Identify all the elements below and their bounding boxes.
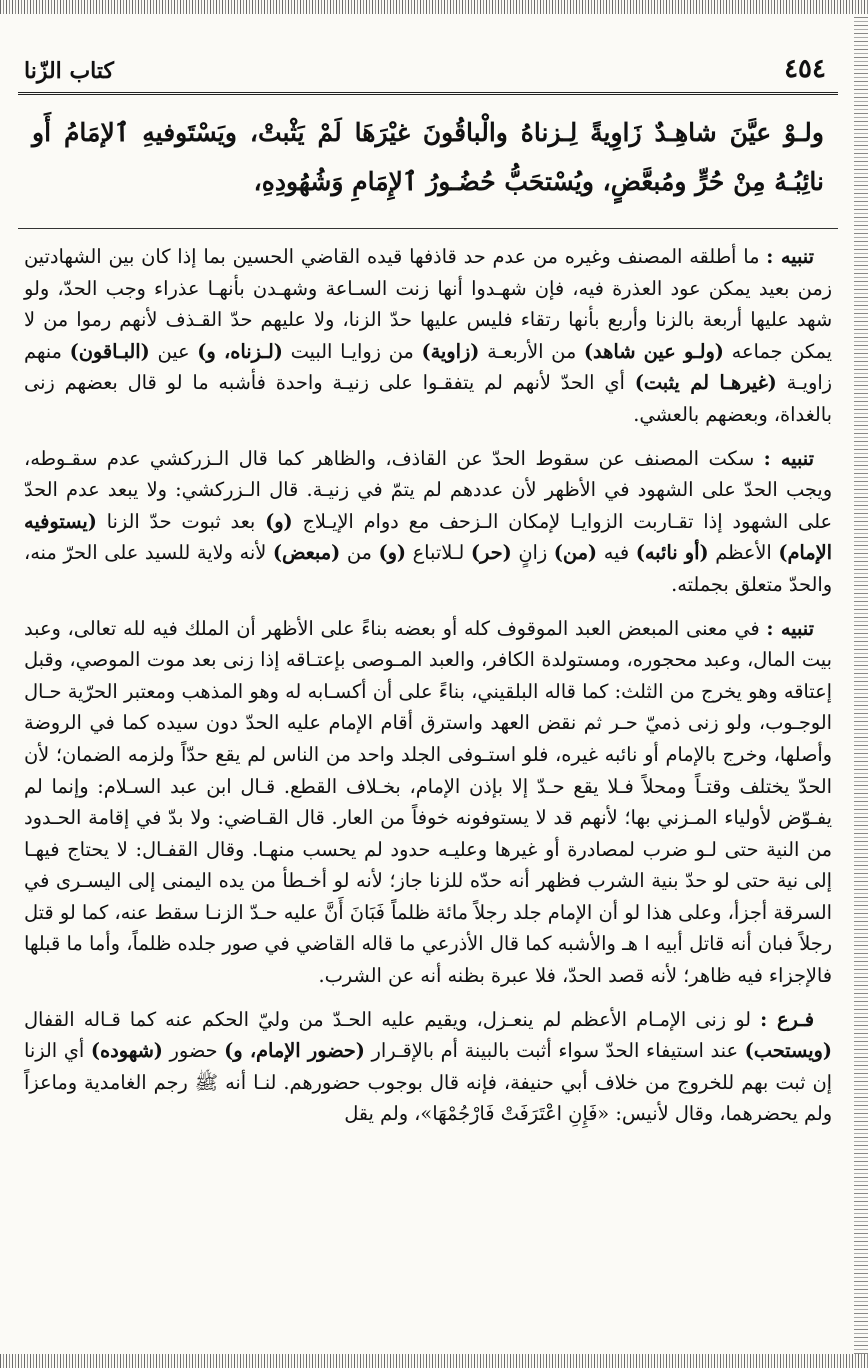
commentary-text: من زوايـا البيت: [282, 339, 422, 363]
commentary-paragraph: [24, 241, 832, 431]
page-number: ٤٥٤: [784, 54, 826, 84]
commentary-text: ما أطلقه المصنف وغيره من عدم حد قاذفها قيده القاضي الحسين بما إذا كان بين الشهادتين زمن بعيد يمكن عود العذرة فيه، فإن شهـدوا أنها زنت السـاعة وشهـدن بأنهـا عذراء وجب الحدّ، ولو شهد عليها أربعة بالزنا وأربع بأنها رتقاء فليس عليها حدّ الزنا، ولا عليهم حدّ القـذف لأنهم رموا من لا يمكن جماعه: [24, 245, 833, 363]
matn-quote: (البـاقون): [69, 339, 150, 363]
commentary-text: لو زنى الإمـام الأعظم لم ينعـزل، ويقيم عليه الحـدّ من وليّ الحكم عنه كما قـاله القفال: [24, 1007, 761, 1031]
matn-quote: (لـزناه، و): [197, 339, 283, 363]
commentary-text: عين: [149, 339, 198, 363]
commentary-text: أي الزنا إن ثبت بهم للخروج من خلاف أبي حنيفة، فإنه قال بوجوب حضورهم. لنـا أنه ﷺ رجم الغامدية وماعزاً ولم يحضرهما، وقال لأنيس: «فَإِنِ اعْتَرَفَتْ فَارْجُمْهَا»، ولم يقل: [24, 1039, 832, 1126]
commentary-paragraph: [24, 613, 832, 992]
running-title: كتاب الزّنا: [24, 58, 114, 84]
commentary-text: في معنى المبعض العبد الموقوف كله أو بعضه بناءً على الأظهر أن الملك فيه لله تعالى، وعبد بيت المال، وعبد محجوره، ومستولدة الكافر، والعبد المـوصى بإعتـاقه إذا زنى بعد موت الموصي، وقبل إعتاقه وهو يخرج من الثلث: كما قاله البلقيني، بناءً على أن أكسـابه له وهو المذهب ومعتبر الحرّية حـال الوجـوب، ولو زنى ذميّ حـر ثم نقض العهد واسترق أقام الإمام عليه الحدّ دون سيده كما في الروضة وأصلها، وخرج بالإمام أو نائبه غيره، فلو استـوفى الجلد واحد من الناس لم يقع حدّاً ولزمه الضمان؛ لأن الحدّ يختلف وقتـاً ومحلاً فـلا يقع حـدّ إلا بإذن الإمام، بخـلاف القطع. قـال ابن عبد السـلام: وإنما لم يفـوّض لأولياء المـزني بها؛ لأنهم قد لا يستوفونه خوفاً من العار. قال القـاضي: ولا بدّ في إقامة الحـدود من النية حتى لـو ضرب لمصادرة أو غيرها وعليـه حدود لم يحسب منهـا. وقال القفـال: لا يحتاج فيهـا إلى نية حتى لو حدّ بنية الشرب فظهر أنه حدّه للزنا جاز؛ لأنه لو أخـطأ من يده اليمنى إلى اليسـرى في السرقة أجزأ، وعلى هذا لو أن الإمام جلد رجلاً مائة ظلماً فَبَانَ أَنَّ عليه حـدّ الزنـا سقط عنه، كما لو قتل رجلاً فبان أنه قاتل أبيه ا هـ والأشبه كما قال الأذرعي ما قاله القاضي في صور جلده ظلماً، وأما ما قبلها فالإجزاء فيه ظاهر؛ لأنه قصد الحدّ، فلا عبرة بظنه أنه عن الشرب.: [24, 616, 832, 988]
matn-quote: (يستوفيه الإمام): [24, 509, 832, 565]
matn-quote: (من): [553, 541, 598, 565]
commentary-text: سكت المصنف عن سقوط الحدّ عن القاذف، والظاهر كما قال الـزركشي عدم سقـوطه، ويجب الحدّ على الشهود في الأظهر لأن عددهم لم يتمّ في زنيـة. قال الـزركشي: ولا يبعد عدم الحدّ على الشهود إذا تقـاربت الزوايـا لإمكان الـزحف مع دوام الإيـلاج: [24, 446, 832, 533]
commentary-text: عند استيفاء الحدّ سواء أثبت بالبينة أم بالإقـرار: [364, 1039, 745, 1063]
commentary-text: من: [340, 541, 379, 565]
matn-quote: (حضور الإمام، و): [224, 1039, 365, 1063]
matn-quote: (ولـو عين شاهد): [583, 339, 724, 363]
commentary-text: لأنه ولاية للسيد على الحرّ منه، والحدّ متعلق بجملته.: [24, 541, 832, 596]
paragraph-lead: تنبيه :: [766, 616, 814, 640]
commentary-paragraph: [24, 443, 832, 601]
commentary-text: حضور: [162, 1039, 225, 1063]
commentary-paragraph: [24, 1004, 832, 1130]
page-border-right: [854, 14, 868, 1354]
header-rule: [18, 92, 838, 95]
commentary-text: فيه: [597, 541, 636, 565]
matn-quote: (غيرهـا لم يثبت): [634, 371, 777, 395]
matn-text: ولـوْ عيَّنَ شاهِـدٌ زَاوِيةً لِـزناهُ والْباقُونَ غيْرَهَا لَمْ يَثْبتْ، ويَسْتَوفيهِ ٱلإمَامُ أَو نائِبُـهُ مِنْ حُرٍّ ومُبعَّضٍ، ويُسْتحَبُّ حُضُـورُ ٱلإِمَامِ وَشُهُودِهِ،: [32, 118, 824, 196]
matn-divider: [18, 228, 838, 229]
commentary-text: زانٍ: [511, 541, 554, 565]
matn-quote: (شهوده): [90, 1039, 163, 1063]
page-header: [18, 18, 838, 90]
page-border-top: [0, 0, 868, 14]
matn-quote: (حر): [470, 541, 512, 565]
paragraph-lead: تنبيه :: [766, 245, 814, 268]
matn-quote: (و): [265, 509, 293, 533]
matn-quote: (و): [378, 541, 407, 565]
paragraph-lead: فـرع :: [760, 1007, 814, 1031]
matn-quote: (أو نائبه): [635, 541, 709, 565]
commentary-text: منهم زاويـة: [24, 339, 832, 395]
paragraph-lead: تنبيه :: [763, 446, 814, 470]
page-border-bottom: [0, 1354, 868, 1368]
commentary-text: أي الحدّ لأنهم لم يتفقـوا على زنيـة واحدة فأشبه ما لو قال بعضهم زنى بالغداة، وبعضهم بالعشي.: [24, 371, 832, 426]
commentary: [18, 241, 838, 1130]
commentary-text: بعد ثبوت حدّ الزنا: [96, 509, 266, 533]
book-page: [18, 18, 838, 1348]
commentary-text: الأعظم: [708, 541, 779, 565]
commentary-text: من الأربعـة: [479, 339, 584, 363]
matn-quote: (زاوية): [421, 339, 480, 363]
matn-quote: (مبعض): [272, 541, 341, 565]
commentary-text: لـلاتباع: [406, 541, 471, 565]
matn-quote: (ويستحب): [744, 1039, 832, 1063]
